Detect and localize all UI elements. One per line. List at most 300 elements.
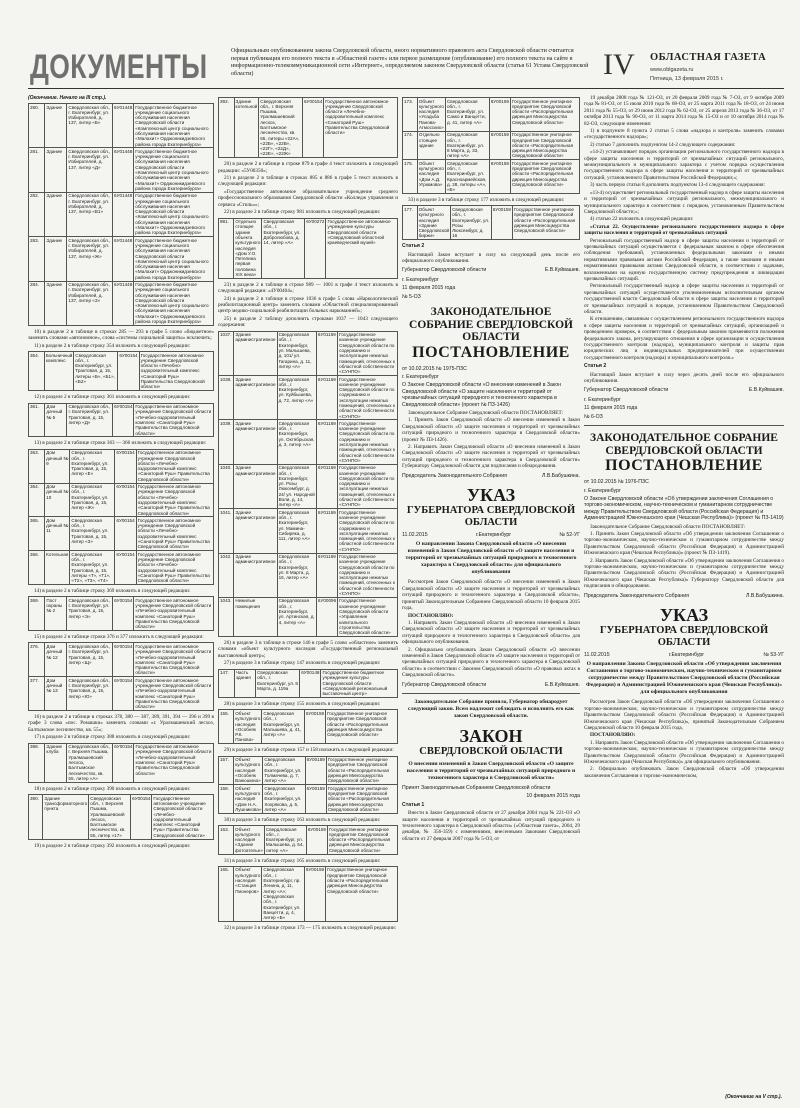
decree-heading: УКАЗ	[659, 605, 709, 625]
table-cell-n: 175.	[403, 160, 418, 194]
table-row	[219, 376, 398, 420]
table-cell-code: 6У01169	[316, 553, 337, 597]
table-cell-type: Здание	[45, 281, 67, 325]
table-cell-type: Объект культурного наследия «Здание фотоателье»	[235, 826, 263, 853]
resolution-heading: ПОСТАНОВЛЕНИЕ	[412, 343, 570, 361]
paragraph: 30) в разделе 3 в таблице строку 163 изложить в следующей редакции:	[224, 816, 381, 823]
table-cell-org: Государственное казенное учреждение Свердловской области «Управление капитального строительства Свердловской области»	[338, 597, 398, 636]
property-table	[218, 825, 398, 854]
table-row	[29, 281, 214, 325]
table-cell-type: Дом дачный № 9	[45, 449, 70, 483]
assembly-heading: ЗАКОНОДАТЕЛЬНОЕ СОБРАНИЕ СВЕРДЛОВСКОЙ ОБЛАСТИ	[590, 432, 778, 457]
table-cell-n: 388.	[29, 743, 45, 782]
table-cell-org: Государственное унитарное предприятие Свердловской области «Распорядительная дирекция Минсоцмурства Свердловской области»	[510, 160, 579, 194]
table-cell-addr: Свердловская обл., г. Екатеринбург, ул. Толмачева, д. 7, литер «А»	[263, 756, 305, 784]
column-3	[402, 95, 580, 1095]
property-table	[402, 97, 580, 194]
table-cell-org: Государственное казенное учреждение Свердловской области по содержанию и эксплуатации нежилых помещений, отнесенных к областной собственности «СУНПО»	[338, 331, 398, 375]
article-heading: Статья 2	[402, 243, 425, 250]
table-cell-n: 147.	[219, 669, 235, 697]
table-cell-addr: Свердловская обл., г. Екатеринбург, ул. Избирателей, д. 137, литер «В1»	[67, 192, 113, 236]
table-cell-org: Государственное казенное учреждение Свердловской области по содержанию и эксплуатации нежилых помещений, отнесенных к областной собственности «СУНПО»	[338, 420, 398, 464]
table-cell-n: 1040.	[219, 464, 234, 508]
column-1	[28, 95, 214, 1095]
paragraph: 10) в разделе 2 в таблице в строках 285 — 293 в графе 5 слово «бюджетное» заменить словами «автономное», слова «системы социальной защиты» исключить;	[28, 328, 214, 342]
table-cell-code: 6У00154	[113, 403, 134, 437]
table-cell-addr: Свердловская обл., г. Екатеринбург, ул. Трактовая, д. 15, литер «Ю»	[67, 677, 113, 711]
law-number: № 5-ОЗ	[402, 293, 421, 300]
table-cell-addr: Свердловская обл., г. Екатеринбург, пр. Ленина, д. 11, литер «А»; Свердловская обл., г. Екатеринбург, ул. Ванцетти, д. 4, литер «Б»	[262, 866, 304, 921]
table-cell-addr: Свердловская обл., г. Верхняя Пышма, Уралмашевский лесхоз, Балтымское лесничество, кв. 55, литер «А»	[67, 743, 113, 782]
paragraph: 1. Принять Закон Свердловской области «Об утверждении заключения Соглашения о торгово-экономическом, научно-техническом и гуманитарном сотрудничестве между Правительством Свердловской области (Российская Федерация) и Администрацией Южночешского края (Чешская Республика)» (проект № ПЗ-1419).	[584, 530, 784, 557]
property-table	[218, 709, 398, 744]
masthead	[8, 36, 792, 84]
table-cell-type: Пост охраны № 2	[45, 597, 67, 631]
table-cell-code: 6У01448	[113, 104, 134, 148]
resolution-heading: ПОСТАНОВЛЕНИЕ	[605, 457, 763, 475]
table-cell-code: 6У00154	[115, 483, 136, 517]
table-cell-org: Государственное казенное учреждение Свердловской области по содержанию и эксплуатации нежилых помещений, отнесенных к областной собственности «СУНПО»	[338, 464, 398, 508]
table-cell-n: 157.	[219, 756, 234, 784]
table-cell-type: Отдельно стоящее здание	[417, 131, 445, 159]
table-cell-code: 6У00159	[305, 785, 326, 813]
table-cell-org: Государственное автономное учреждение Свердловской области «Лечебно-оздоровительный комплекс «Санаторий Руш» Правительства Свердловской области»	[134, 743, 214, 782]
paragraph: ПОСТАНОВЛЯЮ:	[408, 612, 454, 619]
table-cell-n: 177.	[403, 206, 418, 240]
decree-subheading: ГУБЕРНАТОРА СВЕРДЛОВСКОЙ ОБЛАСТИ	[599, 625, 769, 648]
table-cell-addr: Свердловская обл., г. Екатеринбург, ул. Избирателей, д. 137, литер «Д»	[67, 148, 113, 192]
divider	[402, 693, 580, 694]
paragraph: 2. Направить Закон Свердловской области «Об утверждении заключения Соглашения о торгово-экономическом, научно-техническом и гуманитарном сотрудничестве между Правительством Свердловской области (Российская Федерация) и Администрацией Южночешского края (Чешская Республика)» Губернатору Свердловской области для подписания и обнародования.	[584, 557, 784, 590]
table-cell-type: Дом дачный № 10	[45, 483, 70, 517]
table-cell-org: Государственное автономное учреждение Свердловской области «Лечебно-оздоровительный комплекс «Санаторий Руш» Правительства Свердловской области»	[139, 352, 213, 391]
table-cell-n: 155.	[219, 710, 234, 744]
table-row	[219, 756, 398, 784]
resolution-date: от 10.02.2015 № 1975-ПЗС	[402, 365, 467, 372]
table-cell-type: Объект культурного наследия «Здание Свердловской биржи»	[418, 206, 450, 239]
paragraph: 28) в разделе 3 в таблице строку 155 изложить в следующей редакции:	[224, 701, 381, 708]
proclamation: Законодательное Собрание приняло, Губернатор обнародует следующий закон. Всем надлежит соблюдать и исполнять его как закон Свердловской области.	[408, 698, 574, 719]
paragraph: 2. Направить Закон Свердловской области «О внесении изменений в Закон Свердловской области «О защите населения и территорий от чрезвычайных ситуаций природного и техногенного характера в Свердловской области» Губернатору Свердловской области для подписания и обнародования.	[402, 444, 580, 470]
table-cell-code: 6У01169	[316, 420, 337, 464]
table-cell-n: 281.	[29, 148, 45, 192]
table-cell-type: Здание клуба	[45, 743, 67, 782]
table-cell-code: 6У00154	[113, 677, 134, 711]
table-cell-org: Государственное унитарное предприятие Свердловской области «Распорядительная дирекция Минсоцмурства Свердловской области»	[510, 131, 579, 159]
page-number: IV	[603, 48, 635, 81]
property-table	[218, 866, 398, 922]
table-cell-code: 6У01169	[316, 376, 337, 420]
table-row	[403, 206, 580, 240]
property-table	[218, 669, 398, 698]
table-cell-code: 6У01448	[113, 192, 134, 236]
paragraph: Законодательное Собрание Свердловской области ПОСТАНОВЛЯЕТ:	[408, 410, 564, 417]
table-cell-org: Государственное автономное учреждение Свердловской области «Лечебно-оздоровительный комплекс «Санаторий Руш» Правительства Свердловской области»	[136, 483, 213, 517]
property-table	[218, 331, 398, 637]
property-table	[218, 97, 398, 158]
table-cell-addr: Свердловская обл., г. Екатеринбург, ул. Избирателей, д. 137, литер «З»	[67, 281, 113, 325]
table-cell-type: Здание	[45, 148, 67, 192]
table-row	[29, 237, 214, 281]
table-row	[29, 743, 214, 782]
table-cell-org: Государственное казенное учреждение Свердловской области по содержанию и эксплуатации нежилых помещений, отнесенных к областной собственности «СУНПО»	[338, 553, 398, 597]
table-row	[219, 464, 398, 508]
signature-line: Губернатор Свердловской области Е.В.Куйвашев.	[584, 387, 784, 394]
table-cell-addr: Свердловская обл., г. Екатеринбург, ул. Куйбышева, д. 72, литер «А»	[277, 376, 316, 420]
property-table	[28, 403, 214, 438]
table-cell-addr: Свердловская обл., г. Екатеринбург, ул. 8 Марта, д. 16, литер «А»	[277, 553, 316, 597]
paragraph: Настоящий Закон вступает в силу на следующий день после его официального опубликования.	[402, 251, 580, 265]
property-table	[218, 756, 398, 814]
property-table	[28, 103, 214, 326]
sign-date: 11 февраля 2015 года	[402, 285, 456, 292]
paragraph: 3) часть первую статьи 8 дополнить подпунктом 13-4 следующего содержания:	[590, 182, 765, 189]
table-row	[29, 597, 214, 631]
table-row	[219, 420, 398, 464]
table-cell-addr: Свердловская обл., г. Екатеринбург, ул. Артинская, д. 4, литер «А»	[277, 597, 316, 636]
table-cell-n: 165.	[219, 866, 234, 921]
table-cell-code: 6У00154	[115, 517, 136, 551]
paragraph: 26) в разделе 3 в таблице в строке 146 в графе 5 слово «областное» заменить словами «объект культурного наследия «Государственный региональный выставочный центр»;	[218, 639, 398, 659]
paragraph: Законодательное Собрание Свердловской области ПОСТАНОВЛЯЕТ:	[590, 523, 746, 530]
table-cell-type: Отдельно стоящее здание объекта культурного наследия «Дом У.О. Петелина первая половина XIX века»	[235, 219, 261, 277]
paragraph: 22) в разделе 2 в таблице строку 981 изложить в следующей редакции:	[224, 209, 381, 216]
table-cell-code: 6У00154	[115, 551, 136, 585]
table-row	[219, 98, 398, 158]
article-heading: Статья 2	[584, 363, 607, 370]
table-cell-org: Государственное унитарное предприятие Свердловской области «Распорядительная дирекция Минсоцмурства Свердловской области»	[326, 710, 398, 744]
table-row	[29, 148, 214, 192]
table-cell-n: 369.	[29, 597, 45, 631]
table-row	[403, 160, 580, 194]
table-cell-addr: Свердловская обл., г. Екатеринбург, ул. Трактовая, д. 15, литер «Э»	[67, 597, 113, 631]
table-cell-org: Государственное бюджетное учреждение социального обслуживания населения Свердловской области «Комплексный центр социального обслуживания населения «Малахит» Орджоникидзевского района города Екатеринбурга»	[134, 237, 214, 281]
table-cell-org: Государственное бюджетное учреждение социального обслуживания населения Свердловской области «Комплексный центр социального обслуживания населения «Малахит» Орджоникидзевского района города Екатеринбурга»	[134, 148, 214, 192]
table-row	[219, 553, 398, 597]
table-cell-n: 173.	[403, 98, 418, 132]
property-table	[28, 743, 214, 783]
table-cell-n: 284.	[29, 281, 45, 325]
table-row	[29, 517, 214, 551]
table-row	[219, 218, 398, 278]
table-cell-addr: Свердловская обл., г. Екатеринбург, ул. Трактовая, д. 15, литер «Щ»	[67, 643, 113, 677]
table-cell-n: 392.	[219, 98, 235, 158]
table-cell-org: Государственное автономное учреждение Свердловской области «Лечебно-оздоровительный комплекс «Санаторий Руш» Правительства Свердловской области»	[134, 677, 214, 711]
paragraph: 1. Направить Закон Свердловской области «Об утверждении заключения Соглашения о торгово-экономическом, научно-техническом и гуманитарном сотрудничестве между Правительством Свердловской области (Российская Федерация) и Администрацией Южночешского края (Чешская Республика)» для официального опубликования.	[584, 739, 784, 766]
table-cell-addr: Свердловская обл., г. Екатеринбург, ул. Избирателей, д. 137, литер «Ж»	[67, 237, 113, 281]
table-cell-org: Государственное автономное учреждение Свердловской области «Лечебно-оздоровительный комплекс «Санаторий Руш» Правительства Свердловской области»	[134, 643, 214, 677]
table-row	[29, 677, 214, 711]
assembly-heading: ЗАКОНОДАТЕЛЬНОЕ СОБРАНИЕ СВЕРДЛОВСКОЙ ОБЛАСТИ	[409, 306, 573, 344]
property-table	[28, 449, 214, 585]
table-cell-n: 354.	[29, 352, 45, 391]
paragraph: 1) в подпункте 8 пункта 2 статьи 5 слова «надзора и контроля» заменить словами «государственного надзора»;	[584, 128, 784, 141]
table-row	[29, 403, 214, 437]
table-cell-org: Государственное автономное учреждение культуры Свердловской области «Свердловский областной краеведческий музей»	[326, 218, 398, 278]
paragraph: 29) в разделе 3 в таблице строки 157 и 158 изложить в следующей редакции:	[224, 747, 394, 754]
table-cell-org: Государственное автономное учреждение Свердловской области «Лечебно-оздоровительный комплекс «Санаторий Руш» Правительства Свердловской области»	[136, 551, 213, 585]
paragraph: 21) в разделе 2 в таблице в строках 885 и 886 в графе 5 текст изложить в следующей редакции:	[218, 175, 398, 188]
paragraph: «Статья 22. Осуществление регионального государственного надзора в сфере защиты населения и территорий от чрезвычайных ситуаций	[584, 223, 784, 237]
table-row	[219, 785, 398, 813]
table-cell-code: 6У01448	[113, 237, 134, 281]
table-cell-org: Государственное автономное учреждение Свердловской области «Лечебно-оздоровительный комплекс «Санаторий Руш» Правительства Свердловской области»	[134, 597, 214, 631]
table-cell-addr: Свердловская обл., г. Екатеринбург, ул. Малышева, д. 101/ ул. Гагарина, д. 11, литер «А»	[277, 331, 316, 375]
table-cell-code: 6У00154	[113, 643, 134, 677]
paragraph: 2) статью 7 дополнить подпунктом 14-2 следующего содержания:	[590, 141, 736, 148]
paragraph: 4) статью 22 изложить в следующей редакции:	[590, 216, 694, 223]
table-cell-code: 6У00154	[115, 449, 136, 483]
table-cell-addr: Свердловская обл., г. Екатеринбург, ул. Добролюбова, д. 14, литер «А»	[262, 218, 305, 278]
property-table	[28, 351, 214, 391]
table-cell-type: Здание	[45, 104, 67, 148]
table-cell-type: Дом дачный № 11	[45, 517, 70, 551]
paragraph: 12) в разделе 2 в таблице строку 361 изложить в следующей редакции:	[34, 394, 191, 401]
paragraph: 17) в разделе 2 в таблице строку 388 изложить в следующей редакции:	[34, 734, 191, 741]
table-cell-type: Здание административное	[234, 376, 277, 420]
table-row	[29, 449, 214, 483]
decree-heading: УКАЗ	[466, 485, 516, 506]
table-cell-type: Объект культурного наследия «Усадьба Панова-Атмосских»	[418, 98, 444, 130]
table-cell-type: Объект культурного наследия «Станция Пионеров»	[234, 866, 262, 921]
paragraph: 31) в разделе 3 в таблице строку 165 изложить в следующей редакции:	[224, 857, 381, 864]
table-cell-type: Объект культурного наследия «Дом Н.А. Лушникова»	[235, 785, 262, 812]
resolution-city: г. Екатеринбург	[584, 487, 621, 494]
paragraph: 2. Официально опубликовать Закон Свердловской области «Об утверждении заключения Соглашения о торгово-экономическом,	[584, 766, 784, 779]
table-cell-org: Государственное автономное учреждение Свердловской области «Лечебно-оздоровительный комплекс «Санаторий Руш» Правительства Свердловской области»	[136, 449, 213, 483]
table-cell-n: 280.	[29, 104, 45, 148]
table-cell-org: Государственное унитарное предприятие Свердловской области «Распорядительная дирекция Минсоцмурства Свердловской области»	[326, 866, 398, 921]
table-cell-n: 1037.	[219, 331, 234, 375]
table-cell-addr: Свердловская обл., г. Екатеринбург, ул. Малышева, д. 41, литер «А»	[262, 710, 304, 744]
table-cell-type: Больничный комплекс	[44, 352, 73, 391]
table-cell-n: 1043.	[219, 597, 234, 636]
table-row	[29, 643, 214, 677]
resolution-subject: О Законе Свердловской области «О внесении изменений в Закон Свердловской области «О защите населения и территорий от чрезвычайных ситуаций природного и техногенного характера в Свердловской области» (проект № ПЗ-1426)	[402, 382, 561, 408]
paragraph: 33) в разделе 3 в таблице строку 177 изложить в следующей редакции:	[408, 197, 565, 204]
paragraph: Рассмотрев Закон Свердловской области «Об утверждении заключения Соглашения о торгово-экономическом, научно-техническом и гуманитарном сотрудничестве между Правительством Свердловской области (Российская Федерация) и Администрацией Южночешского края (Чешская Республика)», принятый Законодательным Собранием Свердловской области 10 февраля 2015 года,	[584, 699, 784, 732]
sign-date: 11 февраля 2015 года	[584, 405, 638, 412]
table-cell-type: Объект культурного наследия «Дом А.Д. Угрюмова»	[417, 160, 445, 194]
column-4	[584, 95, 784, 1095]
table-cell-n: 390.	[29, 795, 43, 839]
continuation-footer: (Окончание на V стр.).	[725, 1094, 782, 1100]
table-cell-addr: Свердловская обл., г. Екатеринбург, ул. Трактовая, д. 15, литеры «Т», «Т1», «Т2», «Т3», «Т4»	[70, 551, 115, 585]
paragraph: 1. Принять Закон Свердловской области «О внесении изменений в Закон Свердловской области «О защите населения и территорий от чрезвычайных ситуаций природного и техногенного характера в Свердловской области» (проект № ПЗ-1426).	[402, 417, 580, 443]
table-cell-addr: Свердловская обл., г. Екатеринбург, ул. Мамина-Сибиряка, д. 111, литер «А»	[277, 509, 316, 553]
paragraph: 19 декабря 2008 года № 121-ОЗ, от 20 февраля 2009 года № 7-ОЗ, от 9 октября 2009 года № 81-ОЗ, от 15 июля 2010 года № 68-ОЗ, от 25 марта 2011 года № 18-ОЗ, от 24 июня 2011 года № 55-ОЗ, от 29 июня 2012 года № 62-ОЗ, от 25 апреля 2013 года № 36-ОЗ, от 17 октября 2013 года № 90-ОЗ, от 11 марта 2014 года № 15-ОЗ и от 10 октября 2014 года № 82-ОЗ, следующие изменения:	[584, 95, 784, 127]
paragraph: ПОСТАНОВЛЯЮ:	[590, 732, 636, 739]
table-cell-org: Государственное унитарное предприятие Свердловской области «Распорядительная дирекция Минсоцмурства Свердловской области»	[326, 756, 397, 784]
table-row	[219, 331, 398, 375]
resolution-city: г. Екатеринбург	[402, 373, 439, 380]
paragraph: 14) в разделе 2 в таблице строку 369 изложить в следующей редакции:	[34, 587, 191, 594]
table-cell-type: Дом дачный № 12	[45, 643, 67, 677]
paragraph: 2. Официально опубликовать Закон Свердловской области «О внесении изменений в Закон Свердловской области «О защите населения и территорий от чрезвычайных ситуаций природного и техногенного характера в Свердловской области» в соответствии с Законом Свердловской области «О правовых актах в Свердловской области».	[402, 646, 580, 679]
table-cell-n: 363.	[29, 449, 45, 483]
property-table	[28, 794, 214, 839]
table-cell-type: Здание административное	[234, 553, 277, 597]
decree-subheading: ГУБЕРНАТОРА СВЕРДЛОВСКОЙ ОБЛАСТИ	[406, 505, 576, 529]
table-cell-addr: Свердловская обл., г. Екатеринбург, ул. Трактовая, д. 15, литер «Е»	[70, 449, 115, 483]
law-subheading: СВЕРДЛОВСКОЙ ОБЛАСТИ	[419, 745, 563, 757]
table-cell-code: 6У00154	[113, 743, 134, 782]
signature-line: Губернатор Свердловской области Е.В.Куйвашев.	[402, 267, 580, 274]
paragraph: 23) в разделе 2 в таблице в строке 989 — 1001 в графе 4 текст изложить в следующей редакции: «4У00404»;	[218, 281, 398, 295]
table-cell-type: Здание административное	[234, 509, 277, 553]
paragraph: «Государственное автономное образовательное учреждение среднего профессионального образования Свердловской области «Колледж управления и сервиса «Стиль»»;	[218, 188, 398, 208]
table-cell-org: Государственное унитарное предприятие Свердловской области «Распорядительная дирекция Минсоцмурства Свердловской области»	[512, 206, 579, 240]
property-table	[28, 642, 214, 711]
table-cell-addr: Свердловская обл., г. Екатеринбург, ул. Трактовая, д. 15, литеры «Б», «Б1», «Б2»	[74, 352, 118, 391]
table-row	[29, 483, 214, 517]
table-cell-addr: Свердловская обл., г. Екатеринбург, ул. Избирателей, д. 137, литер «Б»	[67, 104, 113, 148]
table-cell-addr: Свердловская обл., г. Верхняя Пышма, Уралмашевский лесхоз, Балтымское лесничество, кв. 55, литеры «22А», «22Б», «22В», «22Г», «22Д», «22Е», «22Ж»	[259, 98, 303, 158]
table-cell-type: Дом дачный № 5	[45, 403, 67, 437]
table-cell-addr: Свердловская обл., г. Екатеринбург, ул. 8 Марта, д. 119а	[256, 669, 300, 697]
table-row	[29, 795, 214, 839]
table-row	[29, 104, 214, 148]
newspaper-name: ОБЛАСТНАЯ ГАЗЕТА	[650, 52, 767, 63]
table-cell-n: 174.	[403, 131, 418, 159]
sign-city: г. Екатеринбург	[584, 396, 621, 403]
property-table	[28, 596, 214, 631]
table-cell-org: Государственное унитарное предприятие Свердловской области «Распорядительная дирекция Минсоцмурства Свердловской области»	[510, 98, 579, 132]
divider	[584, 425, 784, 426]
paragraph: Рассмотрев Закон Свердловской области «О внесении изменений в Закон Свердловской области «О защите населения и территорий от чрезвычайных ситуаций природного и техногенного характера в Свердловской области», принятый Законодательным Собранием Свердловской области 10 февраля 2015 года,	[402, 579, 580, 612]
table-cell-org: Государственное автономное учреждение Свердловской области «Лечебно-оздоровительный комплекс «Санаторий Руш» Правительства Свердловской области»	[136, 517, 213, 551]
table-row	[219, 669, 398, 697]
table-cell-addr: Свердловская обл., г. Екатеринбург, ул. Трактовая, д. 15, литер «З»	[70, 517, 115, 551]
paragraph: К отношениям, связанным с осуществлением регионального государственного надзора в сфере защиты населения и территорий от чрезвычайных ситуаций, организацией и проведением проверок, в соответствии с федеральным законом применяются положения федерального закона, регулирующего отношения в сфере организации и осуществления государственного контроля (надзора), муниципального контроля и защиты прав юридических лиц и индивидуальных предпринимателей при осуществлении государственного контроля (надзора) и муниципального контроля.»	[584, 316, 784, 361]
law-subject: О внесении изменений в Закон Свердловской области «О защите населения и территорий от чрезвычайных ситуаций природного и техногенного характера в Свердловской области»	[406, 760, 576, 781]
table-cell-type: Здание административное	[234, 464, 277, 508]
paragraph: 13) в разделе 2 в таблице строки 363 — 366 изложить в следующей редакции:	[34, 440, 207, 447]
table-row	[219, 866, 398, 921]
table-row	[219, 826, 398, 854]
table-cell-code: 6У00159	[489, 131, 510, 159]
table-cell-org: Государственное бюджетное учреждение социального обслуживания населения Свердловской области «Комплексный центр социального обслуживания населения «Малахит» Орджоникидзевского района города Екатеринбурга»	[134, 104, 214, 148]
signature-line: Председатель Законодательного Собрания Л.В.Бабушкина.	[584, 592, 784, 599]
table-cell-code: 6У00159	[306, 826, 327, 854]
decree-subject: О направлении Закона Свердловской области «О внесении изменений в Закон Свердловской области «О защите населения и территорий от чрезвычайных ситуаций природного и техногенного характера в Свердловской области» для официального опубликования	[405, 541, 577, 576]
table-row	[219, 710, 398, 744]
table-cell-org: Государственное бюджетное учреждение культуры Свердловской области «Свердловский региональный выставочный центр»	[321, 669, 398, 697]
table-cell-n: 1039.	[219, 420, 234, 464]
table-cell-code: 6У01448	[113, 148, 134, 192]
table-cell-org: Государственное автономное учреждение Свердловской области «Лечебно-оздоровительный комплекс «Санаторий Руш» Правительства Свердловской области»	[152, 795, 214, 839]
paragraph: 19) в разделе 2 в таблице строку 392 изложить в следующей редакции:	[34, 842, 191, 849]
paragraph: 25) в разделе 2 таблицу дополнить строками 1037 — 1043 следующего содержания:	[218, 315, 398, 329]
table-cell-code: 6У00159	[305, 756, 326, 784]
property-table	[402, 205, 580, 240]
table-cell-addr: Свердловская обл., г. Екатеринбург, ул. Красноармейская, д. 28, литеры «А», «Б»	[445, 160, 489, 194]
paragraph: Настоящий Закон вступает в силу через десять дней после его официального опубликования.	[584, 371, 784, 385]
paragraph: Внести в Закон Свердловской области от 27 декабря 2004 года № 221-ОЗ «О защите населения и территорий от чрезвычайных ситуаций природного и техногенного характера в Свердловской области» («Областная газета», 2004, 29 декабря, № 356-359) с изменениями, внесенными Законами Свердловской области от 27 февраля 2007 года № 5-ОЗ, от	[402, 810, 580, 842]
table-cell-n: 163.	[219, 826, 234, 854]
table-cell-n: 981.	[219, 218, 234, 278]
column-2	[218, 95, 398, 1095]
table-cell-type: Здание административное	[234, 331, 277, 375]
table-cell-org: Государственное автономное учреждение Свердловской области «Лечебно-оздоровительный комплекс «Санаторий Руш» Правительства Свердловской области»	[324, 98, 398, 158]
table-cell-type: Объект культурного наследия «Особняк Р.К. Панова»	[235, 710, 261, 743]
table-cell-type: Часть здания	[234, 669, 255, 697]
table-cell-org: Государственное унитарное предприятие Свердловской области «Распорядительная дирекция Минсоцмурства Свердловской области»	[327, 826, 397, 854]
table-cell-code: 6У01169	[316, 464, 337, 508]
table-cell-code: 6У01448	[113, 281, 134, 325]
table-cell-org: Государственное бюджетное учреждение социального обслуживания населения Свердловской области «Комплексный центр социального обслуживания населения «Малахит» Орджоникидзевского района города Екатеринбурга»	[134, 192, 214, 236]
property-table	[218, 218, 398, 279]
accepted-by: Принят Законодательным Собранием Свердловской области	[402, 784, 551, 791]
table-row	[403, 98, 580, 132]
table-cell-code: 6У00159	[489, 160, 510, 194]
table-row	[29, 192, 214, 236]
table-row	[29, 551, 214, 585]
table-cell-addr: Свердловская обл., г. Екатеринбург, ул. Сакко и Ванцетти, д. 41, литер «А»	[445, 98, 489, 132]
table-cell-org: Государственное казенное учреждение Свердловской области по содержанию и эксплуатации нежилых помещений, отнесенных к областной собственности «СУНПО»	[338, 509, 398, 553]
paragraph: 1. Направить Закон Свердловской области «О внесении изменений в Закон Свердловской области «О защите населения и территорий от чрезвычайных ситуаций природного и техногенного характера в Свердловской области» для официального опубликования.	[402, 619, 580, 646]
table-cell-type: Здание котельной	[234, 98, 259, 158]
table-cell-n: 283.	[29, 237, 45, 281]
paragraph: 11) в разделе 2 в таблице строку 354 изложить в следующей редакции:	[34, 342, 191, 349]
table-cell-addr: Свердловская обл., г. Екатеринбург, ул. 8 Марта, д. 33, литер «А»	[445, 131, 489, 159]
decree-subject: О направлении Закона Свердловской области «Об утверждении заключения Соглашения о торгово-экономическом, научно-техническом и гуманитарном сотрудничестве между Правительством Свердловской области (Российская Федерация) и Администрацией Южночешского края (Чешская Республика)» для официального опубликования	[585, 661, 783, 696]
table-cell-code: 6У00159	[489, 98, 510, 132]
table-cell-code: 6У00159	[304, 866, 325, 921]
resolution-date: от 10.02.2015 № 1976-ПЗС	[584, 479, 649, 486]
table-cell-n: 1041.	[219, 509, 234, 553]
table-cell-type: Здание трансформаторного пункта	[43, 795, 89, 839]
table-cell-addr: Свердловская обл., г. Екатеринбург, ул. Трактовая, д. 15, литер «Д»	[67, 403, 113, 437]
table-cell-n: 361.	[29, 403, 45, 437]
table-cell-n: 365.	[29, 517, 45, 551]
table-cell-org: Государственное бюджетное учреждение социального обслуживания населения Свердловской области «Комплексный центр социального обслуживания населения «Малахит» Орджоникидзевского района города Екатеринбурга»	[134, 281, 214, 325]
paragraph: 15) в разделе 2 в таблице строки 376 и 377 изложить в следующей редакции:	[34, 634, 204, 641]
table-cell-code: 6У00154	[118, 352, 139, 391]
paragraph: 24) в разделе 2 в таблице в строке 1036 в графе 5 слова «Наркологический реабилитационный центр» заменить словами «Областной специализированный центр медико-социальной реабилитации больных наркоманией»;	[218, 295, 398, 315]
table-cell-code: 6У00159	[491, 206, 512, 240]
paragraph: 20) в разделе 2 в таблице в строке 879 в графе 4 текст изложить в следующей редакции: «5У00350»;	[218, 161, 398, 174]
table-cell-addr: Свердловская обл., г. Екатеринбург, ул. Хохрякова, д. 5, литер «А»	[263, 785, 305, 813]
table-cell-code: 6У01169	[316, 509, 337, 553]
intro-note: Официальным опубликованием закона Свердловской области, иного нормативного правового акта Свердловской области считается первая публикация его полного текста в «Областной газете» или первое размещение (опубликование) его полного текста на сайте в информационно-телекоммуникационной сети «Интернет», определяемом законом Свердловской области (статья 61 Устава Свердловской области)	[231, 48, 589, 77]
paragraph: 27) в разделе 3 в таблице строку 147 изложить в следующей редакции:	[224, 660, 381, 667]
table-cell-n: 282.	[29, 192, 45, 236]
table-cell-addr: Свердловская обл., г. Екатеринбург, ул. Октябрьская, д. 3, литер «А»	[277, 420, 316, 464]
table-cell-code: 6У00154	[303, 98, 324, 158]
header-rule	[28, 88, 784, 89]
law-number: № 6-ОЗ	[584, 413, 603, 420]
table-cell-type: Здание	[45, 192, 67, 236]
table-row	[219, 509, 398, 553]
issue-date: Пятница, 13 февраля 2015 г.	[650, 76, 724, 82]
newspaper-site-link[interactable]: www.oblgazeta.ru	[650, 67, 694, 73]
table-cell-code: 6У00096	[316, 597, 337, 636]
table-cell-code: 6У00272	[305, 218, 326, 278]
table-cell-code: 6У00148	[300, 669, 321, 697]
table-row	[219, 597, 398, 636]
paragraph: 16) в разделе 2 в таблице в строках 378, 380 — 387, 389, 391, 394 — 396 и 399 в графе 3 слова «пос. Ромашки» заменить словами «г. Уралмашевский лесхоз, Балтымское лесничество, кв. 55»;	[28, 714, 214, 733]
table-cell-type: Дом дачный № 13	[45, 677, 67, 711]
decree-meta: 11.02.2015 г.Екатеринбург № 52-УГ	[402, 532, 580, 539]
table-cell-addr: Свердловская обл., г. Верхняя Пышма, Уралмашевский лесхоз, Балтымское лесничество, кв. 55, литер «17»	[89, 795, 131, 839]
paragraph: 18) в разделе 2 в таблице строку 390 изложить в следующей редакции:	[34, 785, 191, 792]
law-heading: ЗАКОН	[459, 725, 523, 746]
table-cell-org: Государственное автономное учреждение Свердловской области «Лечебно-оздоровительный комплекс «Санаторий Руш» Правительства Свердловской области»	[134, 403, 214, 437]
section-logo: ДОКУМЕНТЫ	[30, 48, 208, 86]
table-cell-type: Объект культурного наследия «Особняк Ванюшина»	[234, 756, 263, 784]
table-cell-n: 377.	[29, 677, 45, 711]
